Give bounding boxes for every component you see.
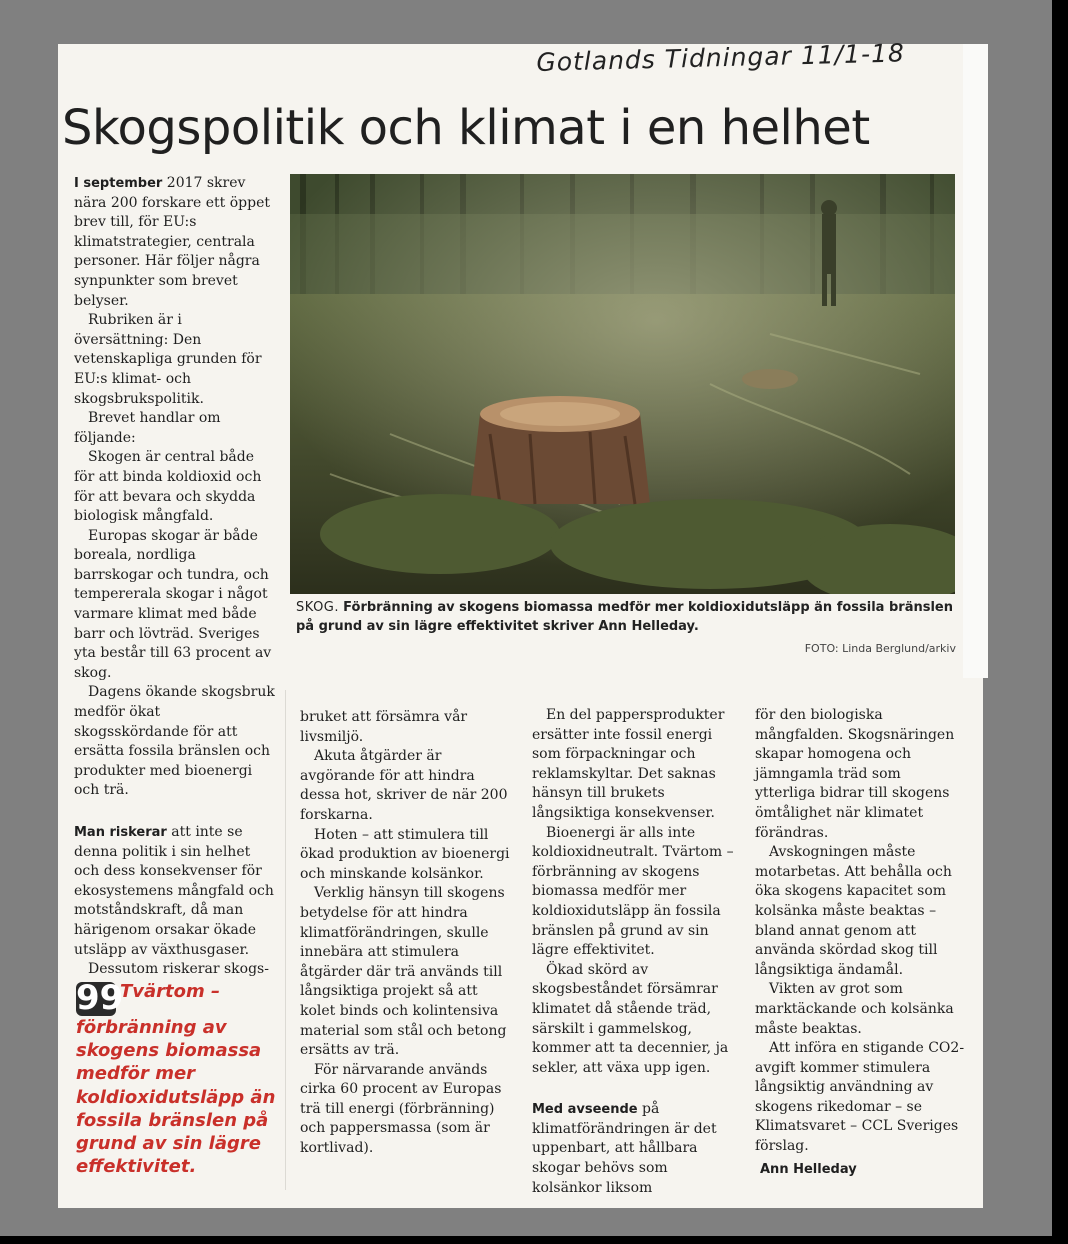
article-paragraph: Akuta åtgärder är avgörande för att hindra dessa hot, skriver de när 200 forskarna. [300,748,508,823]
handwritten-source-note: Gotlands Tidningar 11/1-18 [536,38,906,77]
article-paragraph: för den biologiska mångfalden. Skogsnäringen skapar homogena och jämngamla träd som ytterliga bidrar till skogens ömtålighet när klimatet förändras. [755,707,955,841]
article-paragraph: Hoten – att stimulera till ökad produktion av bioenergi och minskande kolsänkor. [300,826,510,882]
pull-quote-text: Tvärtom – förbränning av skogens biomassa medför mer koldioxidutsläpp än fossila bränslen på grund av sin lägre effektivitet. [76,981,276,1178]
article-column-2 [300,708,515,1159]
column-divider [285,690,286,1190]
photo-caption [296,598,956,636]
article-paragraph: Vikten av grot som marktäckande och kolsänka måste beaktas. [755,981,954,1037]
article-paragraph: Bioenergi är alls inte koldioxidneutralt. Tvärtom – förbränning av skogens biomassa medför mer koldioxidutsläpp än fossila bränslen på grund av sin lägre effektivitet. [532,824,734,959]
article-paragraph: bruket att försämra vår livsmiljö. [300,709,468,745]
article-headline: Skogspolitik och klimat i en helhet [62,100,870,156]
paragraph-kicker: Med avseende [532,1102,638,1118]
article-paragraph: Skogen är central både för att binda koldioxid och för att bevara och skydda biologisk mångfald. [74,449,262,525]
paragraph-text: att inte se denna politik i sin helhet och dess konsekvenser för ekosystemens mångfald och motståndskraft, då man härigenom orsakar ökade utsläpp av växthusgaser. [74,824,274,958]
article-byline: Ann Helleday [760,1162,857,1177]
pull-quote [76,980,281,1178]
article-paragraph [74,174,276,311]
quote-icon: 99 [76,978,124,1018]
article-column-4 [755,706,965,1157]
paragraph-text: 2017 skrev nära 200 forskare ett öppet brev till, för EU:s klimatstrategier, centrala personer. Här följer några synpunkter som brevet belyser. [74,175,271,309]
paragraph-kicker: Man riskerar [74,825,167,840]
article-paragraph: Dagens ökande skogsbruk medför ökat skogsskördande för att ersätta fossila bränslen och produkter med bioenergi och trä. [74,684,275,799]
article-column-1 [74,174,276,980]
caption-text: Förbränning av skogens biomassa medför mer koldioxidutsläpp än fossila bränslen på grund av sin lägre effektivitet skriver Ann Helleday. [296,600,953,634]
article-paragraph: En del pappersprodukter ersätter inte fossil energi som förpackningar och reklamskyltar. Det saknas hänsyn till brukets långsiktiga konsekvenser. [532,707,725,821]
article-paragraph: Avskogningen måste motarbetas. Att behålla och öka skogens kapacitet som kolsänka måste beaktas – bland annat genom att använda skördad skog till långsiktiga ändamål. [755,844,952,978]
article-paragraph: Europas skogar är både boreala, nordliga barrskogar och tundra, och tempererala skogar i något varmare klimat med både barr och lövträd. Sveriges yta består till 63 procent av skog. [74,527,272,681]
article-paragraph: Dessutom riskerar skogs- [88,961,269,978]
caption-lead: SKOG. [296,600,340,615]
article-paragraph: Att införa en stigande CO2-avgift kommer stimulera långsiktig användning av skogens rikedomar – se Klimatsvaret – CCL Sveriges förslag. [755,1040,965,1155]
article-paragraph: Verklig hänsyn till skogens betydelse för att hindra klimatförändringen, skulle innebära att stimulera åtgärder där trä används till långsiktiga projekt så att kolet binds och kolintensiva material som stål och betong ersätts av trä. [300,885,507,1059]
paragraph-text: på klimatförändringen är det uppenbart, att hållbara skogar behövs som kolsänkor liksom [532,1101,717,1196]
paper-notch [983,678,1052,1208]
article-paragraph [532,1100,740,1198]
article-photo [290,174,955,594]
paragraph-kicker: I september [74,176,163,191]
photo-credit: FOTO: Linda Berglund/arkiv [804,642,956,655]
article-paragraph: Rubriken är i översättning: Den vetenskapliga grunden för EU:s klimat- och skogsbrukspolitik. [74,312,262,407]
article-column-3 [532,706,740,1198]
article-paragraph: Brevet handlar om följande: [74,410,221,446]
article-paragraph: För närvarande används cirka 60 procent av Europas trä till energi (förbränning) och pappersmassa (som är kortlivad). [300,1061,502,1157]
article-paragraph: Ökad skörd av skogsbeståndet försämrar klimatet då stående träd, särskilt i gammelskog, kommer att ta decennier, ja sekler, att växa upp igen. [532,961,729,1076]
article-paragraph [74,823,276,960]
forest-stump-photo [290,174,955,594]
paper-edge [963,44,988,678]
